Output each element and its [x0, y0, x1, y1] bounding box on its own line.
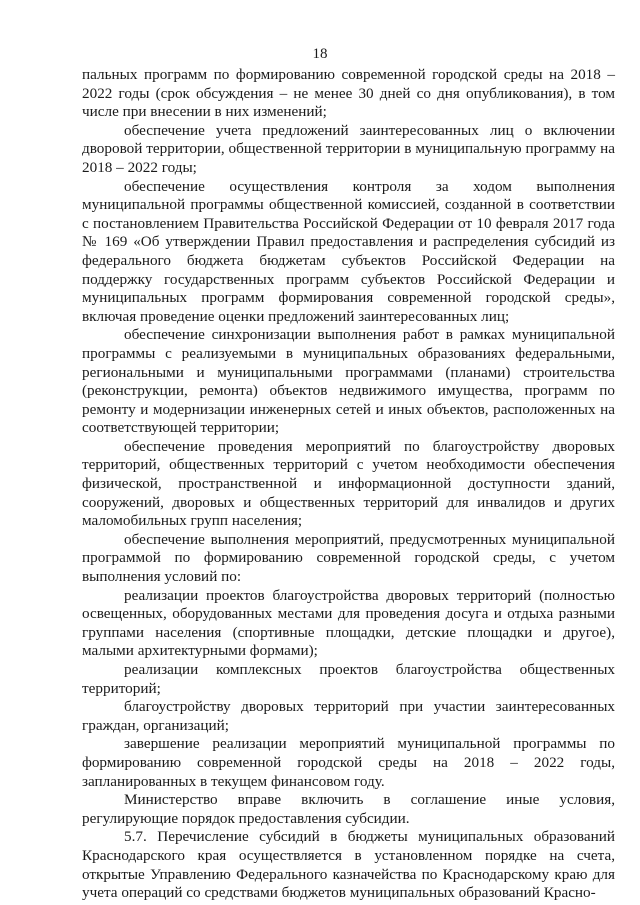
paragraph: реализации проектов благоустройства дворовых территорий (полностью освещенных, оборудованных местами для проведения досуга и отдыха разными группами населения (спортивные площадки, детские площадки и другое), малыми архитектурными формами);: [82, 586, 615, 660]
paragraph: обеспечение выполнения мероприятий, предусмотренных муниципальной программой по формированию современной городской среды, с учетом выполнения условий по:: [82, 530, 615, 586]
body-text: [82, 66, 615, 903]
paragraph: 5.7. Перечисление субсидий в бюджеты муниципальных образований Краснодарского края осуществляется в установленном порядке на счета, открытые Управлению Федерального казначейства по Краснодарскому краю для учета операций со средствами бюджетов муниципальных образований Красно-: [82, 828, 615, 902]
paragraph: завершение реализации мероприятий муниципальной программы по формированию современной городской среды на 2018 – 2022 годы, запланированных в текущем финансовом году.: [82, 735, 615, 790]
paragraph: обеспечение осуществления контроля за ходом выполнения муниципальной программы общественной комиссией, созданной в соответствии с постановлением Правительства Российской Федерации от 10 февраля 2017 года № 169 «Об утверждении Правил предоставления и распределения субсидий из федерального бюджета бюджетам субъектов Российской Федерации на поддержку государственных программ субъектов Российской Федерации и муниципальных программ формирования современной городской среды», включая проведение оценки предложений заинтересованных лиц;: [82, 177, 615, 325]
paragraph: обеспечение синхронизации выполнения работ в рамках муниципальной программы с реализуемыми в муниципальных образованиях федеральными, региональными и муниципальными программами (планами) строительства (реконструкции, ремонта) объектов недвижимого имущества, программ по ремонту и модернизации инженерных сетей и иных объектов, расположенных на соответствующей территории;: [82, 326, 615, 437]
paragraph: реализации комплексных проектов благоустройства общественных территорий;: [82, 661, 615, 697]
page-number: 18: [312, 46, 328, 62]
paragraph: Министерство вправе включить в соглашение иные условия, регулирующие порядок предоставления субсидии.: [82, 791, 615, 827]
paragraph: благоустройству дворовых территорий при участии заинтересованных граждан, организаций;: [82, 698, 615, 734]
paragraph: обеспечение учета предложений заинтересованных лиц о включении дворовой территории, общественной территории в муниципальную программу на 2018 – 2022 годы;: [82, 121, 615, 176]
paragraph: обеспечение проведения мероприятий по благоустройству дворовых территорий, общественных территорий с учетом необходимости обеспечения физической, пространственной и информационной доступности зданий, сооружений, дворовых и общественных территорий для инвалидов и других маломобильных групп населения;: [82, 437, 615, 530]
paragraph-continuation: пальных программ по формированию современной городской среды на 2018 – 2022 годы (срок обсуждения – не менее 30 дней со дня опубликования), в том числе при внесении в них изменений;: [82, 66, 615, 121]
